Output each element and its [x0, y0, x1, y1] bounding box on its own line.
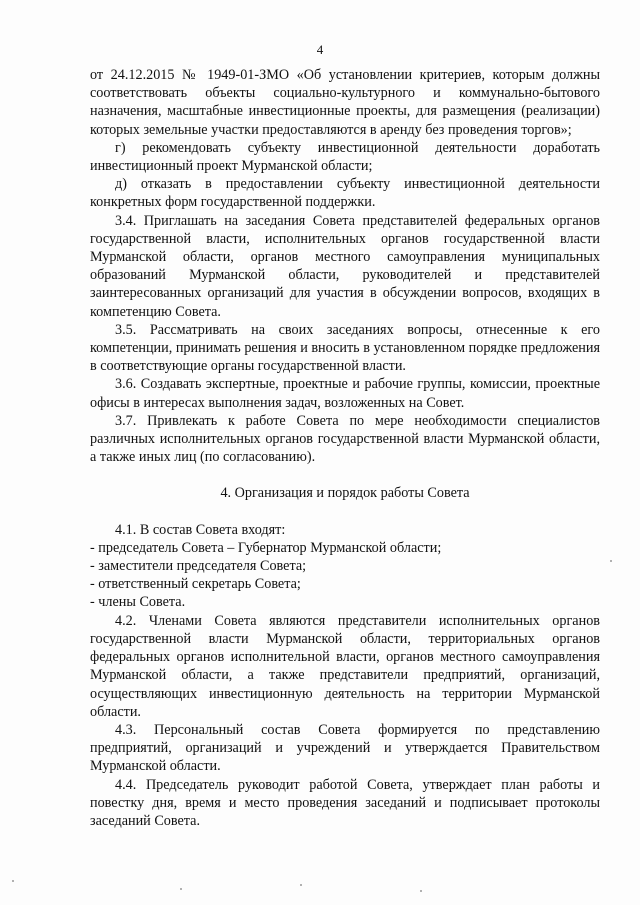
- list-item-deputies: - заместители председателя Совета;: [90, 558, 307, 575]
- list-item-secretary: - ответственный секретарь Совета;: [90, 576, 301, 593]
- document-body: [90, 66, 600, 830]
- paragraph-item-d: д) отказать в предоставлении субъекту инвестиционной деятельности конкретных форм государственной поддержки.: [90, 176, 600, 211]
- scan-speck: [180, 888, 182, 890]
- scan-speck: [12, 880, 14, 882]
- paragraph-4-2: 4.2. Членами Совета являются представители исполнительных органов государственной власти Мурманской области, территориальных органов федеральных органов исполнительной власти, органов местного самоуправления Мурманской области, а также представители предприятий, организаций, осуществляющих инвестиционную деятельность на территории Мурманской области.: [90, 612, 600, 720]
- paragraph-4-3: 4.3. Персональный состав Совета формируется по представлению предприятий, организаций и учреждений и утверждается Правительством Мурманской области.: [90, 721, 600, 775]
- paragraph-4-1: 4.1. В состав Совета входят:: [115, 521, 286, 538]
- section-heading: 4. Организация и порядок работы Совета: [220, 485, 470, 502]
- paragraph-3-7: 3.7. Привлекать к работе Совета по мере необходимости специалистов различных исполнительных органов государственной власти Мурманской области, а также иных лиц (по согласованию).: [90, 412, 600, 466]
- page-number: 4: [316, 42, 324, 57]
- paragraph-4-4: 4.4. Председатель руководит работой Совета, утверждает план работы и повестку дня, время и место проведения заседаний и подписывает протоколы заседаний Совета.: [90, 776, 600, 829]
- scan-speck: [610, 560, 612, 562]
- scan-speck: [300, 884, 302, 886]
- list-item-members: - члены Совета.: [90, 594, 186, 611]
- paragraph-item-g: г) рекомендовать субъекту инвестиционной деятельности доработать инвестиционный проект Мурманской области;: [90, 139, 600, 175]
- paragraph-3-4: 3.4. Приглашать на заседания Совета представителей федеральных органов государственной власти, исполнительных органов государственной власти Мурманской области, органов местного самоуправления муниципальных образований Мурманской области, руководителей и представителей заинтересованных организаций для участия в обсуждении вопросов, входящих в компетенцию Совета.: [90, 212, 600, 320]
- paragraph-criteria-law: от 24.12.2015 № 1949-01-ЗМО «Об установлении критериев, которым должны соответствовать объекты социально-культурного и коммунально-бытового назначения, масштабные инвестиционные проекты, для размещения (реализации) которых земельные участки предоставляются в аренду без проведения торгов»;: [90, 67, 600, 138]
- paragraph-3-6: 3.6. Создавать экспертные, проектные и рабочие группы, комиссии, проектные офисы в интересах выполнения задач, возложенных на Совет.: [90, 376, 600, 411]
- paragraph-3-5: 3.5. Рассматривать на своих заседаниях вопросы, отнесенные к его компетенции, принимать решения и вносить в установленном порядке предложения в соответствующие органы государственной власти.: [90, 321, 600, 375]
- list-item-chairman: - председатель Совета – Губернатор Мурманской области;: [90, 539, 442, 556]
- scan-speck: [420, 890, 422, 892]
